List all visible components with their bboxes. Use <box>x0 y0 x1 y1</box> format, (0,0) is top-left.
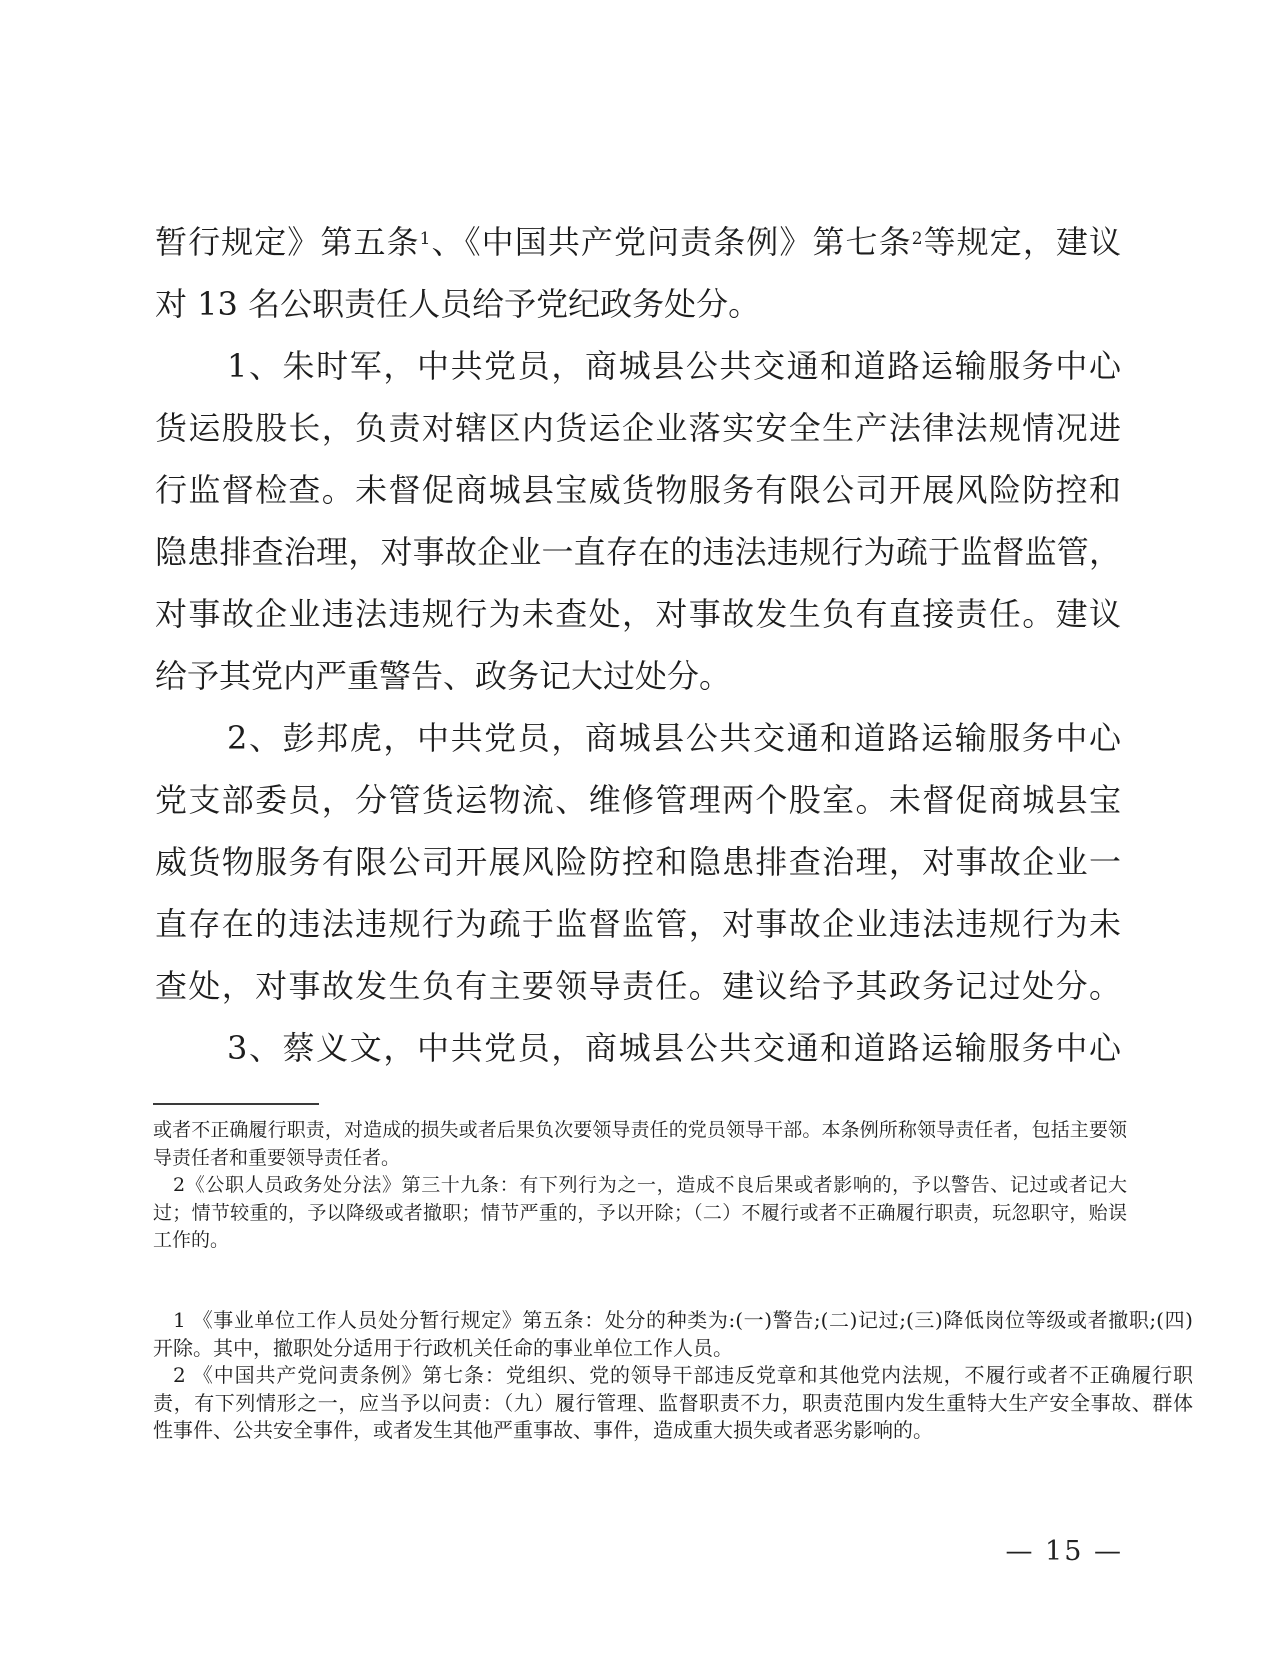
footnote-line: 2《公职人员政务处分法》第三十九条：有下列行为之一，造成不良后果或者影响的，予以警告、记过或者记大 <box>173 1174 1127 1196</box>
body-text-line: 对 13 名公职责任人员给予党纪政务处分。 <box>155 285 761 323</box>
body-text-line <box>155 211 1121 273</box>
body-text-line: 货运股股长，负责对辖区内货运企业落实安全生产法律法规情况进 <box>155 409 1121 447</box>
body-text-line: 查处，对事故发生负有主要领导责任。建议给予其政务记过处分。 <box>155 967 1121 1005</box>
footnote-line: 或者不正确履行职责，对造成的损失或者后果负次要领导责任的党员领导干部。本条例所称领导责任者，包括主要领 <box>153 1119 1127 1141</box>
page-number: — 15 — <box>1005 1536 1123 1567</box>
body-text-line: 党支部委员，分管货运物流、维修管理两个股室。未督促商城县宝 <box>155 781 1121 819</box>
footnote-line: 性事件、公共安全事件，或者发生其他严重事故、事件，造成重大损失或者恶劣影响的。 <box>153 1418 933 1442</box>
footnote-line: 工作的。 <box>153 1229 230 1251</box>
body-text-line: 威货物服务有限公司开展风险防控和隐患排查治理，对事故企业一 <box>155 843 1121 881</box>
footnote-line: 1 《事业单位工作人员处分暂行规定》第五条：处分的种类为:(一)警告;(二)记过;(三)降低岗位等级或者撤职;(四) <box>173 1308 1193 1332</box>
body-text-line: 对事故企业违法违规行为未查处，对事故发生负有直接责任。建议 <box>155 595 1121 633</box>
footnote-line: 2 《中国共产党问责条例》第七条：党组织、党的领导干部违反党章和其他党内法规，不履行或者不正确履行职 <box>173 1363 1193 1387</box>
body-text <box>155 211 1121 1079</box>
body-text-line: 给予其党内严重警告、政务记大过处分。 <box>155 657 732 695</box>
footnote-line: 过；情节较重的，予以降级或者撤职；情节严重的，予以开除；（二）不履行或者不正确履行职责，玩忽职守，贻误 <box>153 1201 1127 1224</box>
footnote-separator <box>153 1103 319 1105</box>
body-text-line: 3、蔡义文，中共党员，商城县公共交通和道路运输服务中心 <box>227 1029 1121 1067</box>
body-text-line: 1、朱时军，中共党员，商城县公共交通和道路运输服务中心 <box>227 347 1121 385</box>
body-line1-mid: 、《中国共产党问责条例》第七条 <box>430 223 912 261</box>
footnote-line: 开除。其中，撤职处分适用于行政机关任命的事业单位工作人员。 <box>153 1335 733 1360</box>
body-text-line: 直存在的违法违规行为疏于监督监管，对事故企业违法违规行为未 <box>155 905 1121 943</box>
footnote-line: 责，有下列情形之一，应当予以问责：（九）履行管理、监督职责不力，职责范围内发生重特大生产安全事故、群体 <box>153 1390 1193 1415</box>
body-text-line: 行监督检查。未督促商城县宝威货物服务有限公司开展风险防控和 <box>155 471 1121 509</box>
body-line1-pre: 暂行规定》第五条 <box>155 223 420 261</box>
body-text-line: 2、彭邦虎，中共党员，商城县公共交通和道路运输服务中心 <box>227 719 1121 757</box>
footnote-ref-1: 1 <box>419 228 431 249</box>
body-text-line: 隐患排查治理，对事故企业一直存在的违法违规行为疏于监督监管， <box>155 533 1121 571</box>
body-line1-post: 等规定，建议 <box>922 223 1121 261</box>
footnotes-top <box>153 1117 1127 1255</box>
footnotes-bottom <box>153 1307 1193 1445</box>
footnote-line: 导责任者和重要领导责任者。 <box>153 1146 401 1169</box>
footnote-ref-2: 2 <box>911 228 923 249</box>
